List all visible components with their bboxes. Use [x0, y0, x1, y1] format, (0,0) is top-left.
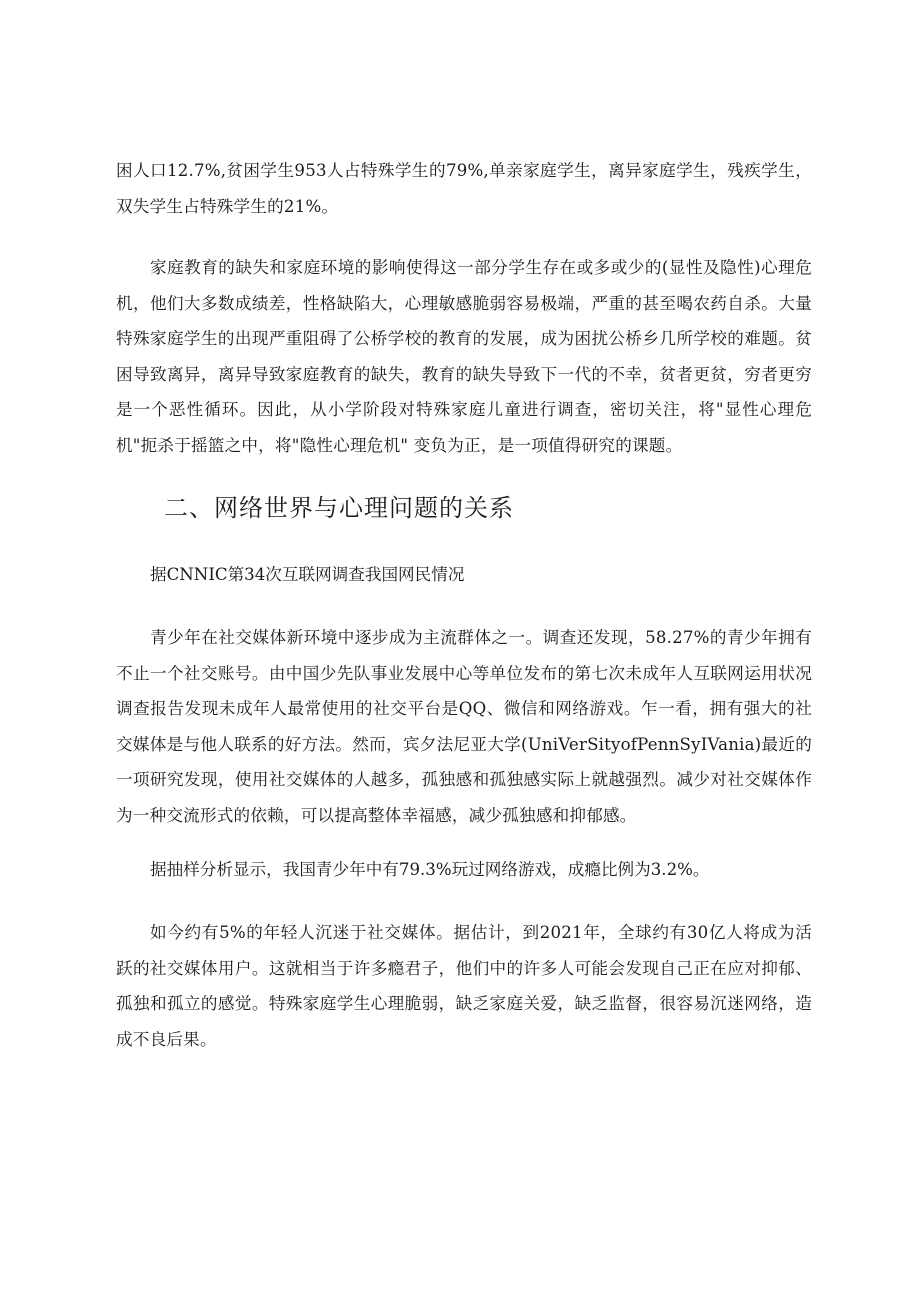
paragraph-6: 如今约有5%的年轻人沉迷于社交媒体。据估计，到2021年，全球约有30亿人将成为活跃的社交媒体用户。这就相当于许多瘾君子，他们中的许多人可能会发现自己正在应对抑郁、孤独和孤立的感觉。特殊家庭学生心理脆弱，缺乏家庭关爱，缺乏监督，很容易沉迷网络，造成不良后果。: [116, 923, 812, 1049]
section-heading: 二、网络世界与心理问题的关系: [164, 494, 514, 522]
paragraph-3: 据CNNIC第34次互联网调查我国网民情况: [150, 565, 465, 584]
paragraph-4: 青少年在社交媒体新环境中逐步成为主流群体之一。调查还发现，58.27%的青少年拥有不止一个社交账号。由中国少先队事业发展中心等单位发布的第七次未成年人互联网运用状况调查报告发现未成年人最常使用的社交平台是QQ、微信和网络游戏。乍一看，拥有强大的社交媒体是与他人联系的好方法。然而，宾夕法尼亚大学(UniVerSityofPennSyIVania)最近的一项研究发现，使用社交媒体的人越多，孤独感和孤独感实际上就越强烈。减少对社交媒体作为一种交流形式的依赖，可以提高整体幸福感，减少孤独感和抑郁感。: [116, 628, 812, 825]
paragraph-5: 据抽样分析显示，我国青少年中有79.3%玩过网络游戏，成瘾比例为3.2%。: [150, 860, 710, 879]
paragraph-1: 困人口12.7%,贫困学生953人占特殊学生的79%,单亲家庭学生，离异家庭学生，残疾学生，双失学生占特殊学生的21%。: [116, 161, 812, 216]
paragraph-2: 家庭教育的缺失和家庭环境的影响使得这一部分学生存在或多或少的(显性及隐性)心理危机，他们大多数成绩差，性格缺陷大，心理敏感脆弱容易极端，严重的甚至喝农药自杀。大量特殊家庭学生的出现严重阻碍了公桥学校的教育的发展，成为困扰公桥乡几所学校的难题。贫困导致离异，离异导致家庭教育的缺失，教育的缺失导致下一代的不幸，贫者更贫，穷者更穷是一个恶性循环。因此，从小学阶段对特殊家庭儿童进行调查，密切关注，将"显性心理危机"扼杀于摇篮之中，将"隐性心理危机" 变负为正，是一项值得研究的课题。: [116, 258, 812, 455]
